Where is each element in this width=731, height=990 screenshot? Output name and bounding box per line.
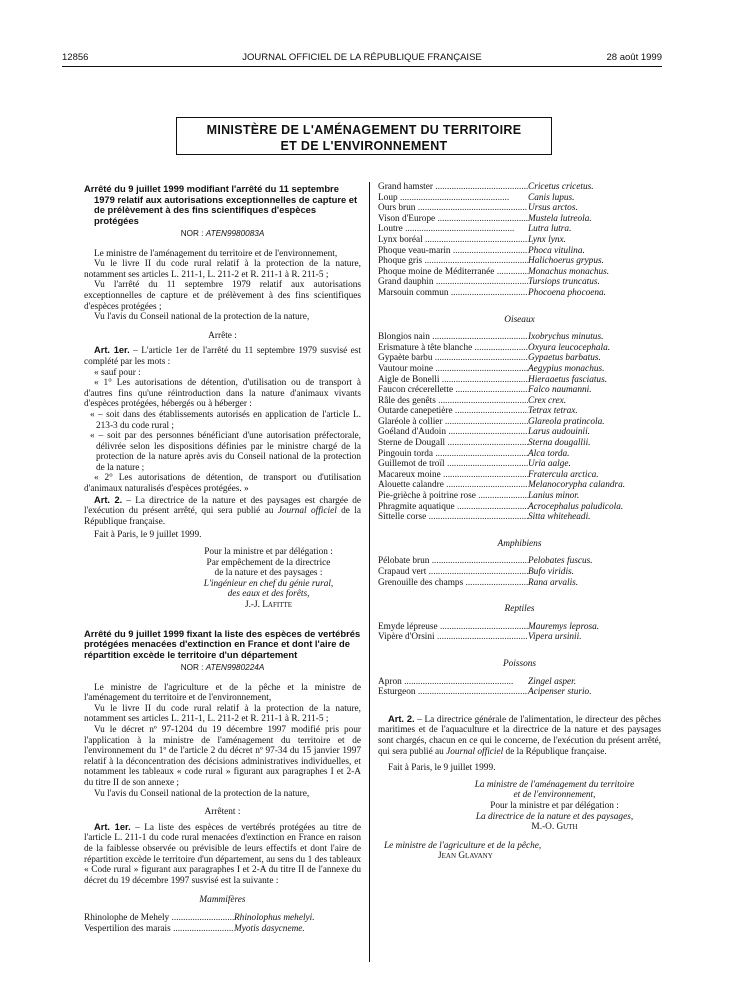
species-row <box>378 332 661 343</box>
species-common-name: Esturgeon ..... <box>378 687 528 698</box>
species-latin-name: Cricetus cricetus. <box>528 182 594 192</box>
species-common-name: Loup ..... <box>378 193 528 204</box>
arrete2-p3: Vu le décret nº 97-1204 du 19 décembre 1997 modifié pris pour l'application à la ministre de l'aménagement du territoire et de l'environnement du 1º de l'article 2 du décret nº 97-34 du 15 janvier 1997 relatif à la déconcentration des décisions administratives individuelles, et notamment les tableaux « code rural » figurant aux paragraphes I et 2-A du titre II de son annexe ; <box>84 725 361 789</box>
species-common-name: Emyde lépreuse ..... <box>378 622 528 633</box>
arrete1-p3: Vu l'arrêté du 11 septembre 1979 relatif aux autorisations exceptionnelles de capture et de prélèvement à des fins scientifiques d'espèces protégées ; <box>84 280 361 312</box>
species-row <box>378 256 661 267</box>
species-latin-name: Phoca vitulina. <box>528 245 585 256</box>
species-row <box>378 438 661 449</box>
arrete1-p4: Vu l'avis du Conseil national de la protection de la nature, <box>94 312 310 323</box>
category-mammiferes: Mammifères <box>199 895 246 906</box>
arrete1-q5: « 2° Les autorisations de détention, de transport ou d'utilisation d'animaux naturalisés d'espèces protégées. » <box>84 473 361 495</box>
journal-title: JOURNAL OFFICIEL DE LA RÉPUBLIQUE FRANÇAISE <box>242 52 482 63</box>
species-row <box>378 502 661 513</box>
species-latin-name: Fratercula arctica. <box>528 469 599 480</box>
reptiles-list <box>378 622 661 643</box>
species-row <box>378 235 661 246</box>
species-row <box>378 406 661 417</box>
species-row <box>378 182 661 193</box>
species-row <box>378 459 661 470</box>
species-common-name: Vison d'Europe ..... <box>378 214 528 225</box>
species-latin-name: Rhinolophus mehelyi. <box>234 912 315 923</box>
species-row <box>378 470 661 481</box>
species-common-name: Blongios nain ..... <box>378 332 528 343</box>
species-common-name: Rhinolophe de Mehely ..... <box>84 913 234 924</box>
species-row <box>378 214 661 225</box>
arrete1-art2: Art. 2. – La directrice de la nature et des paysages est chargée de l'exécution du présent arrêté, qui sera publié au Journal officiel de la République française. <box>84 494 361 527</box>
arrete1-fait: Fait à Paris, le 9 juillet 1999. <box>94 530 202 541</box>
species-latin-name: Ursus arctos. <box>528 203 578 214</box>
species-latin-name: Rana arvalis. <box>528 577 579 588</box>
species-row <box>378 578 661 589</box>
species-row <box>378 375 661 386</box>
species-latin-name: Tursiops truncatus. <box>528 277 600 288</box>
species-common-name: Sterne de Dougall ..... <box>378 438 528 449</box>
category-reptiles: Reptiles <box>504 604 535 615</box>
species-common-name: Gypaète barbu ..... <box>378 353 528 364</box>
species-common-name: Pingouin torda ..... <box>378 449 528 460</box>
species-common-name: Phragmite aquatique ..... <box>378 502 528 513</box>
right-column <box>378 182 661 862</box>
species-latin-name: Monachus monachus. <box>528 266 610 277</box>
poissons-list <box>378 677 661 698</box>
arrete2-art1: Art. 1er. – La liste des espèces de vertébrés protégées au titre de l'article L. 211-1 du code rural menacées d'extinction en France en raison de la faiblesse observée ou prévisible de leurs effectifs et dont l'aire de répartition excède le territoire d'un département, au sens du 1 des tableaux « Code rural » figurant aux paragraphes I et 2-A du titre II de l'annexe du décret du 19 décembre 1997 susvisé est la suivante : <box>84 821 361 886</box>
species-common-name: Lynx boréal ..... <box>378 235 528 246</box>
species-common-name: Glaréole à collier ..... <box>378 417 528 428</box>
species-row <box>378 288 661 299</box>
species-common-name: Goéland d'Audoin ..... <box>378 427 528 438</box>
arrete1-arrete: Arrête : <box>208 330 237 341</box>
left-column <box>84 184 361 934</box>
arrete1-art1: Art. 1er. – L'article 1er de l'arrêté du 11 septembre 1979 susvisé est complété par les mots : <box>84 345 361 367</box>
species-common-name: Guillemot de troïl ..... <box>378 459 528 470</box>
species-row <box>378 567 661 578</box>
species-row <box>378 396 661 407</box>
species-common-name: Grand dauphin ..... <box>378 277 528 288</box>
species-row <box>378 417 661 428</box>
species-row <box>378 480 661 491</box>
species-latin-name: Lanius minor. <box>528 491 580 502</box>
species-row <box>378 512 661 523</box>
species-latin-name: Zingel asper. <box>528 676 577 687</box>
arrete1-title: Arrêté du 9 juillet 1999 modifiant l'arrêté du 11 septembre 1979 relatif aux autorisations exceptionnelles de capture et de prélèvement à des fins scientifiques d'espèces protégées <box>84 183 358 226</box>
species-latin-name: Larus audouinii. <box>528 427 590 438</box>
species-row <box>378 246 661 257</box>
species-row <box>378 385 661 396</box>
species-common-name: Marsouin commun ..... <box>378 288 528 299</box>
species-latin-name: Mauremys leprosa. <box>528 621 600 632</box>
arrete2-art2: Art. 2. – La directrice générale de l'alimentation, le directeur des pêches maritimes et de l'aquaculture et la directrice de la nature et des paysages sont chargés, chacun en ce qui le concerne, de l'exécution du présent arrêté, qui sera publié au Journal officiel de la République française. <box>378 713 661 757</box>
arrete2-arretent: Arrêtent : <box>204 807 241 818</box>
species-latin-name: Mustela lutreola. <box>528 213 592 224</box>
species-latin-name: Pelobates fuscus. <box>528 556 593 567</box>
issue-date: 28 août 1999 <box>606 52 662 63</box>
species-latin-name: Lynx lynx. <box>528 234 566 245</box>
arrete1-p1: Le ministre de l'aménagement du territoire et de l'environnement, <box>94 248 338 259</box>
species-row <box>378 622 661 633</box>
species-common-name: Faucon crécerellette ..... <box>378 385 528 396</box>
page-number: 12856 <box>62 52 89 63</box>
species-common-name: Sittelle corse ..... <box>378 512 528 523</box>
arrete2-fait: Fait à Paris, le 9 juillet 1999. <box>388 763 496 774</box>
species-latin-name: Acipenser sturio. <box>528 687 592 698</box>
species-row <box>378 343 661 354</box>
species-common-name: Ours brun ..... <box>378 203 528 214</box>
arrete1-q3: « – soit dans des établissements autorisés en application de l'article L. 213-3 du code rural ; <box>90 409 361 431</box>
arrete2-signature-2: Le ministre de l'agriculture et de la pêche, Jean Glavany <box>384 840 542 862</box>
species-latin-name: Oxyura leucocephala. <box>528 342 611 353</box>
species-row <box>378 364 661 375</box>
species-common-name: Vautour moine ..... <box>378 364 528 375</box>
species-common-name: Erismature à tête blanche ..... <box>378 343 528 354</box>
arrete1-p2: Vu le livre II du code rural relatif à la protection de la nature, notamment ses articles L. 211-1, L. 211-2 et R. 211-1 à R. 211-5 ; <box>84 259 361 280</box>
species-row <box>378 203 661 214</box>
mammiferes-list-left <box>84 913 361 934</box>
amphibiens-list <box>378 556 661 588</box>
species-common-name: Crapaud vert ..... <box>378 567 528 578</box>
species-common-name: Vespertilion des marais ..... <box>84 924 234 935</box>
arrete1-signature: Pour la ministre et par délégation : Par empêchement de la directrice de la nature et des paysages : L'ingénieur en chef du génie rural, des eaux et des forêts, J.-J. Lafitte <box>203 547 334 610</box>
ministry-line-2: ET DE L'ENVIRONNEMENT <box>280 139 448 153</box>
species-latin-name: Canis lupus. <box>528 192 575 203</box>
species-latin-name: Tetrax tetrax. <box>528 406 578 417</box>
arrete2-signature-1: La ministre de l'aménagement du territoire et de l'environnement, Pour la ministre et par délégation : La directrice de la nature et des paysages, M.-O. Guth <box>474 779 635 833</box>
arrete2-p4: Vu l'avis du Conseil national de la protection de la nature, <box>94 788 310 799</box>
species-latin-name: Gypaetus barbatus. <box>528 353 601 364</box>
species-row <box>84 924 361 935</box>
arrete1-q2: « 1° Les autorisations de détention, d'utilisation ou de transport à d'autres fins qu'une réintroduction dans la nature d'animaux vivants d'espèces protégées, hébergés ou à héberger : <box>84 378 361 410</box>
species-row <box>378 277 661 288</box>
species-common-name: Phoque gris ..... <box>378 256 528 267</box>
species-latin-name: Aegypius monachus. <box>528 363 605 374</box>
category-oiseaux: Oiseaux <box>504 314 535 325</box>
species-latin-name: Lutra lutra. <box>528 224 572 235</box>
arrete2-p1: Le ministre de l'agriculture et de la pêche et la ministre de l'aménagement du territoire et de l'environnement, <box>84 682 361 704</box>
species-row <box>378 556 661 567</box>
species-latin-name: Ixobrychus minutus. <box>528 332 604 343</box>
species-latin-name: Vipera ursinii. <box>528 632 582 643</box>
species-latin-name: Bufo viridis. <box>528 567 574 577</box>
species-latin-name: Uria aalge. <box>528 459 571 470</box>
species-row <box>378 353 661 364</box>
species-row <box>378 687 661 698</box>
species-row <box>378 491 661 502</box>
species-row <box>378 224 661 235</box>
species-common-name: Aigle de Bonelli ..... <box>378 375 528 386</box>
species-common-name: Macareux moine ..... <box>378 470 528 481</box>
category-poissons: Poissons <box>502 658 537 669</box>
species-row <box>378 193 661 204</box>
species-common-name: Pie-grièche à poitrine rose ..... <box>378 491 528 502</box>
species-row <box>378 677 661 688</box>
species-latin-name: Sterna dougallii. <box>528 438 591 449</box>
species-common-name: Outarde canepetière ..... <box>378 406 528 417</box>
species-common-name: Phoque veau-marin ..... <box>378 246 528 257</box>
arrete1-q1: « sauf pour : <box>94 367 141 378</box>
species-latin-name: Hieraaetus fasciatus. <box>528 374 608 385</box>
ministry-line-1: MINISTÈRE DE L'AMÉNAGEMENT DU TERRITOIRE <box>206 123 522 137</box>
species-common-name: Grenouille des champs ..... <box>378 578 528 589</box>
column-divider <box>369 182 370 962</box>
species-common-name: Vipère d'Orsini ..... <box>378 632 528 643</box>
page-header <box>62 52 662 67</box>
oiseaux-list <box>378 332 661 523</box>
species-row <box>378 427 661 438</box>
arrete2-p2: Vu le livre II du code rural relatif à la protection de la nature, notamment ses articles L. 211-1, L. 211-2 et R. 211-1 à R. 211-5 ; <box>84 703 361 725</box>
species-common-name: Grand hamster ..... <box>378 182 528 193</box>
species-latin-name: Halichoerus grypus. <box>528 256 604 267</box>
arrete2-nor: NOR : ATEN9980224A <box>180 663 265 673</box>
species-common-name: Pélobate brun ..... <box>378 556 528 567</box>
species-common-name: Râle des genêts ..... <box>378 396 528 407</box>
arrete1-q4: « – soit par des personnes bénéficiant d'une autorisation préfectorale, délivrée selon les dispositions définies par le ministre chargé de la protection de la nature après avis du Conseil national de la protection de la nature ; <box>90 431 361 473</box>
ministry-box <box>176 117 552 155</box>
species-common-name: Loutre ..... <box>378 224 528 235</box>
species-common-name: Phoque moine de Méditerranée ..... <box>378 267 528 278</box>
arrete1-nor: NOR : ATEN9980083A <box>180 229 265 238</box>
arrete2-title: Arrêté du 9 juillet 1999 fixant la liste des espèces de vertébrés protégées menacées d'extinction en France et dont l'aire de répartition excède le territoire d'un département <box>84 627 361 660</box>
species-latin-name: Crex crex. <box>528 395 567 406</box>
species-common-name: Apron ..... <box>378 677 528 688</box>
species-row <box>378 632 661 643</box>
species-row <box>378 267 661 278</box>
species-row <box>84 913 361 924</box>
species-latin-name: Myotis dasycneme. <box>234 923 305 934</box>
species-latin-name: Acrocephalus paludicola. <box>528 501 624 512</box>
category-amphibiens: Amphibiens <box>497 538 542 549</box>
species-latin-name: Sitta whiteheadi. <box>528 512 591 523</box>
species-latin-name: Phocoena phocoena. <box>528 287 606 298</box>
species-row <box>378 449 661 460</box>
species-common-name: Alouette calandre ..... <box>378 480 528 491</box>
species-latin-name: Glareola pratincola. <box>528 416 605 427</box>
species-latin-name: Melanocorypha calandra. <box>528 480 626 491</box>
mammiferes-list-right <box>378 182 661 299</box>
species-latin-name: Falco naumanni. <box>528 385 592 396</box>
species-latin-name: Alca torda. <box>528 448 570 459</box>
